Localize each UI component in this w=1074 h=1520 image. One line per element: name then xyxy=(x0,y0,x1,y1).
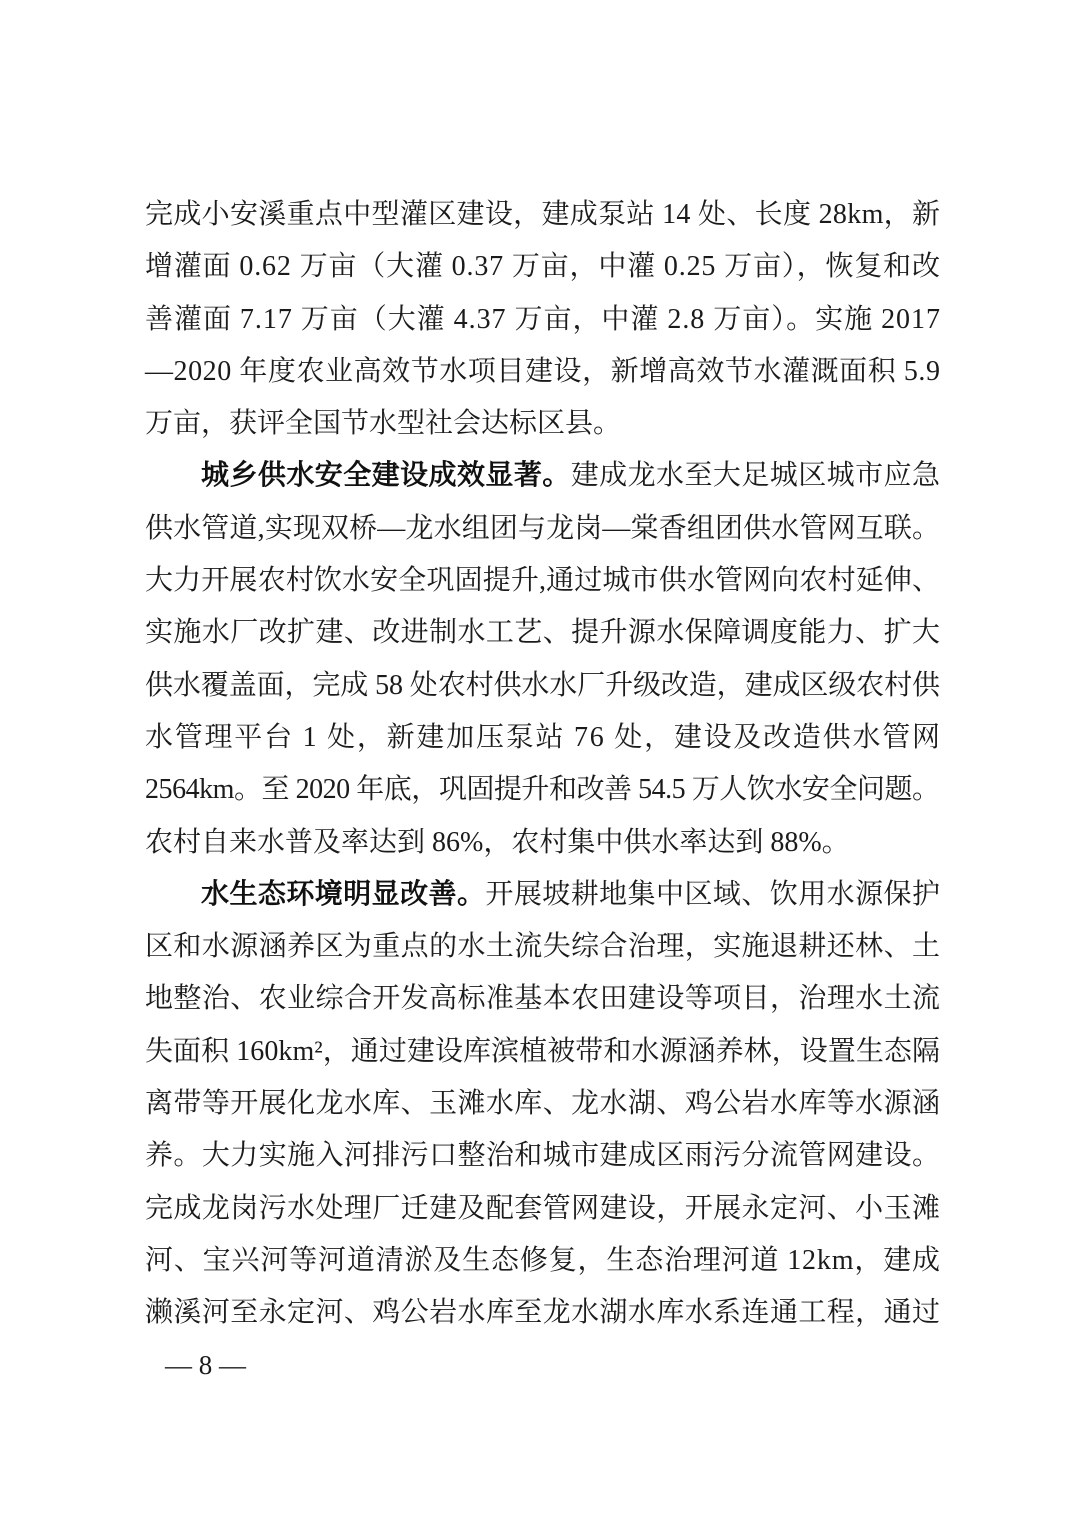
document-body xyxy=(145,189,940,1340)
paragraph-line: 离带等开展化龙水库、玉滩水库、龙水湖、鸡公岩水库等水源涵 xyxy=(145,1088,941,1120)
paragraph-line: 区和水源涵养区为重点的水土流失综合治理，实施退耕还林、土 xyxy=(145,931,941,963)
paragraph-heading: 水生态环境明显改善。 xyxy=(201,878,486,910)
paragraph-line: 增灌面 0.62 万亩（大灌 0.37 万亩，中灌 0.25 万亩），恢复和改 xyxy=(145,251,941,283)
paragraph-water-supply xyxy=(145,450,940,868)
paragraph-line: 农村自来水普及率达到 86%，农村集中供水率达到 88%。 xyxy=(145,826,850,858)
paragraph-text: 开展坡耕地集中区域、饮用水源保护 xyxy=(485,878,941,910)
paragraph-line: —2020 年度农业高效节水项目建设，新增高效节水灌溉面积 5.9 xyxy=(145,355,941,387)
paragraph-line: 河、宝兴河等河道清淤及生态修复，生态治理河道 12km，建成 xyxy=(145,1244,941,1276)
paragraph-first-line xyxy=(201,869,940,921)
paragraph-line: 实施水厂改扩建、改进制水工艺、提升源水保障调度能力、扩大 xyxy=(145,617,941,649)
paragraph-line: 完成龙岗污水处理厂迁建及配套管网建设，开展永定河、小玉滩 xyxy=(145,1192,941,1224)
paragraph-first-line xyxy=(201,450,940,502)
paragraph-text: 建成龙水至大足城区城市应急 xyxy=(570,460,941,492)
page-number: — 8 — xyxy=(165,1350,246,1380)
paragraph-line: 地整治、农业综合开发高标准基本农田建设等项目，治理水土流 xyxy=(145,983,941,1015)
paragraph-water-ecology xyxy=(145,869,940,1340)
paragraph-line: 濑溪河至永定河、鸡公岩水库至龙水湖水库水系连通工程，通过 xyxy=(145,1297,941,1329)
paragraph-line: 水管理平台 1 处，新建加压泵站 76 处，建设及改造供水管网 xyxy=(145,721,942,753)
paragraph-line: 2564km。至 2020 年底，巩固提升和改善 54.5 万人饮水安全问题。 xyxy=(145,774,940,806)
paragraph-heading: 城乡供水安全建设成效显著。 xyxy=(201,460,571,492)
paragraph-line: 大力开展农村饮水安全巩固提升,通过城市供水管网向农村延伸、 xyxy=(145,565,941,597)
paragraph-line: 失面积 160km²，通过建设库滨植被带和水源涵养林，设置生态隔 xyxy=(145,1035,941,1067)
paragraph-line: 供水管道,实现双桥—龙水组团与龙岗—棠香组团供水管网互联。 xyxy=(145,512,941,544)
paragraph-line: 万亩，获评全国节水型社会达标区县。 xyxy=(145,408,622,440)
paragraph-line: 善灌面 7.17 万亩（大灌 4.37 万亩，中灌 2.8 万亩）。实施 2017 xyxy=(145,303,941,335)
paragraph-line: 养。大力实施入河排污口整治和城市建成区雨污分流管网建设。 xyxy=(145,1140,941,1172)
paragraph-irrigation xyxy=(145,189,940,450)
paragraph-line: 供水覆盖面，完成 58 处农村供水水厂升级改造，建成区级农村供 xyxy=(145,669,940,701)
paragraph-line: 完成小安溪重点中型灌区建设，建成泵站 14 处、长度 28km，新 xyxy=(145,199,941,230)
